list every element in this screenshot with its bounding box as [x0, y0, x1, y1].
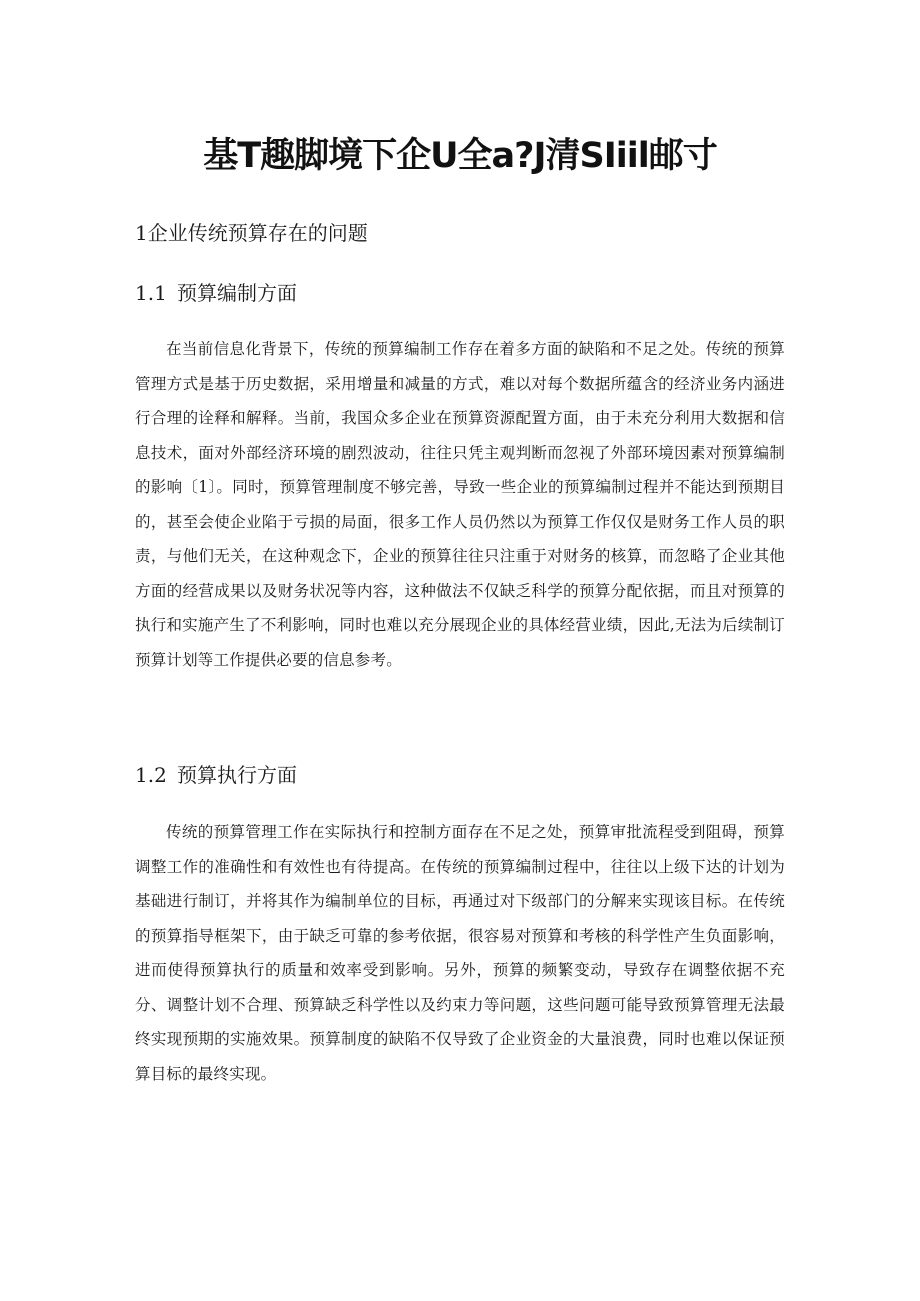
subsection-1-1-number: 1.1: [135, 281, 167, 305]
subsection-1-2-title: 预算执行方面: [177, 763, 297, 787]
subsection-1-2-heading: [135, 760, 297, 790]
subsection-1-1-paragraph: 在当前信息化背景下，传统的预算编制工作存在着多方面的缺陷和不足之处。传统的预算管理方式是基于历史数据，采用增量和减量的方式，难以对每个数据所蕴含的经济业务内涵进行合理的诠释和解释。当前，我国众多企业在预算资源配置方面，由于未充分利用大数据和信息技术，面对外部经济环境的剧烈波动，往往只凭主观判断而忽视了外部环境因素对预算编制的影响〔1〕。同时，预算管理制度不够完善，导致一些企业的预算编制过程并不能达到预期目的，甚至会使企业陷于亏损的局面，很多工作人员仍然以为预算工作仅仅是财务工作人员的职责，与他们无关，在这种观念下，企业的预算往往只注重于对财务的核算，而忽略了企业其他方面的经营成果以及财务状况等内容，这种做法不仅缺乏科学的预算分配依据，而且对预算的执行和实施产生了不利影响，同时也难以充分展现企业的具体经营业绩，因此,无法为后续制订预算计划等工作提供必要的信息参考。: [135, 340, 785, 669]
section-1-heading: 1企业传统预算存在的问题: [135, 221, 368, 245]
subsection-1-2-number: 1.2: [135, 763, 167, 787]
subsection-1-1-heading: [135, 278, 297, 308]
subsection-1-2-paragraph: 传统的预算管理工作在实际执行和控制方面存在不足之处，预算审批流程受到阻碍，预算调整工作的准确性和有效性也有待提高。在传统的预算编制过程中，往往以上级下达的计划为基础进行制订，并将其作为编制单位的目标，再通过对下级部门的分解来实现该目标。在传统的预算指导框架下，由于缺乏可靠的参考依据，很容易对预算和考核的科学性产生负面影响，进而使得预算执行的质量和效率受到影响。另外，预算的频繁变动，导致存在调整依据不充分、调整计划不合理、预算缺乏科学性以及约束力等问题，这些问题可能导致预算管理无法最终实现预期的实施效果。预算制度的缺陷不仅导致了企业资金的大量浪费，同时也难以保证预算目标的最终实现。: [135, 823, 785, 1083]
subsection-1-1-title: 预算编制方面: [177, 281, 297, 305]
document-title: 基T趣脚境下企U全a?J清SIiil邮寸: [203, 136, 717, 176]
